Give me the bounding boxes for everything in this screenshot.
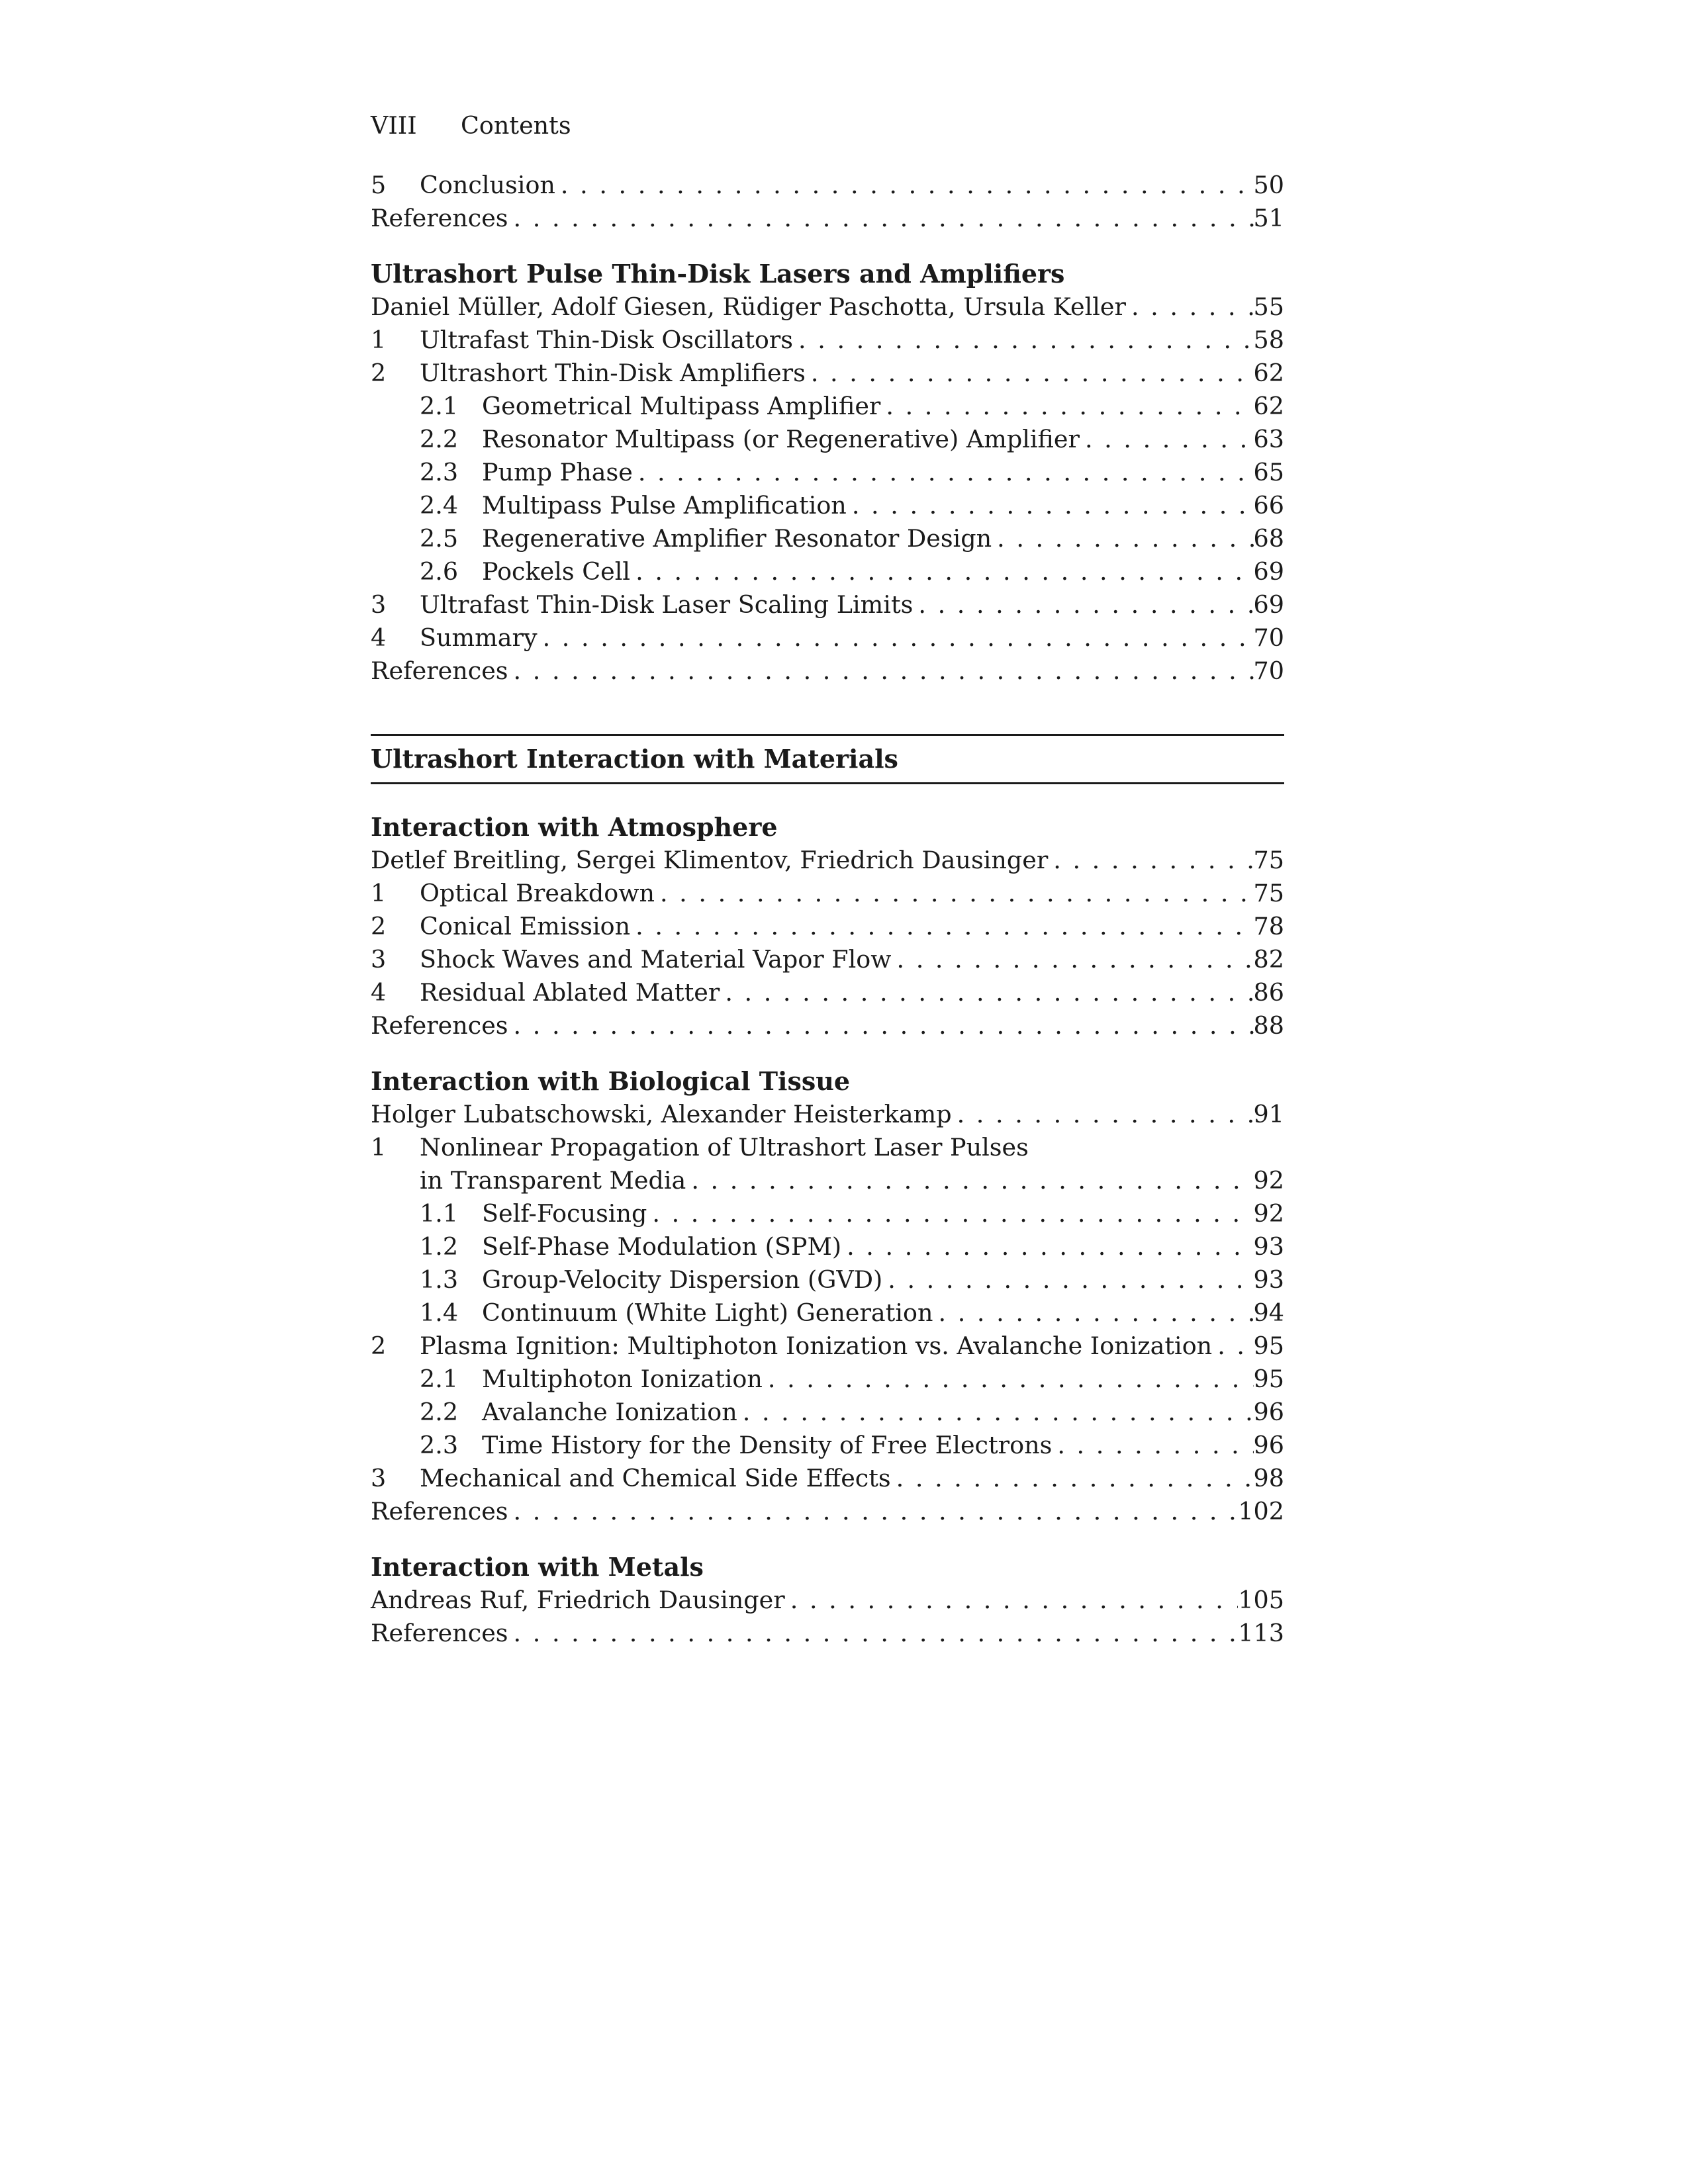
entry-page: 102 [1238,1497,1284,1525]
entry-page: 69 [1253,590,1284,619]
dot-leader [508,202,1254,235]
entry-title: Mechanical and Chemical Side Effects [420,1464,891,1492]
entry-page: 65 [1253,458,1284,486]
entry-number: 1 [371,1133,387,1161]
entry-title: Resonator Multipass (or Regenerative) Amplifier [482,425,1080,453]
dot-leader [737,1396,1254,1429]
entry-number: 2 [371,1332,387,1360]
chapter-authors[interactable] [371,1584,1284,1617]
entry-title: Conical Emission [420,912,631,940]
toc-subentry[interactable] [371,456,1284,489]
entry-number: 3 [371,945,387,974]
chapter-title[interactable]: Ultrashort Pulse Thin-Disk Lasers and Amplifiers [371,259,1065,289]
toc-subentry[interactable] [371,1263,1284,1297]
dot-leader [847,489,1254,522]
chapter-authors[interactable] [371,291,1284,324]
entry-number: 2.4 [420,491,459,520]
entry-title: Self-Phase Modulation (SPM) [482,1232,842,1261]
toc-entry[interactable] [371,169,1284,202]
entry-page: 95 [1253,1365,1284,1393]
entry-page: 66 [1253,491,1284,520]
authors-text: Holger Lubatschowski, Alexander Heisterkamp [371,1100,952,1128]
toc-entry[interactable] [371,357,1284,390]
dot-leader [1212,1330,1253,1363]
toc-entry[interactable] [371,1131,1284,1164]
entry-title: Geometrical Multipass Amplifier [482,392,881,420]
authors-text: Daniel Müller, Adolf Giesen, Rüdiger Paschotta, Ursula Keller [371,293,1126,321]
authors-text: Andreas Ruf, Friedrich Dausinger [371,1586,785,1614]
entry-page: 82 [1253,945,1284,974]
toc-entry[interactable] [371,910,1284,943]
entry-number: 2.5 [420,524,459,553]
entry-title: Pockels Cell [482,557,631,586]
dot-leader [793,324,1254,357]
entry-page: 98 [1253,1464,1284,1492]
entry-page: 55 [1253,293,1284,321]
entry-page: 58 [1253,326,1284,354]
entry-title: Ultrashort Thin-Disk Amplifiers [420,359,806,387]
toc-entry[interactable] [371,1462,1284,1495]
entry-number: 5 [371,171,387,199]
entry-page: 70 [1253,657,1284,685]
dot-leader [1052,1429,1253,1462]
entry-number: 1 [371,326,387,354]
toc-subentry[interactable] [371,423,1284,456]
entry-number: 2.1 [420,392,459,420]
entry-title: References [371,1497,508,1525]
running-header [371,109,1284,142]
entry-title: Self-Focusing [482,1199,647,1228]
entry-title: Ultrafast Thin-Disk Laser Scaling Limits [420,590,914,619]
running-title: Contents [461,111,571,140]
toc-entry[interactable] [371,588,1284,621]
dot-leader [538,621,1254,655]
entry-title: References [371,1011,508,1040]
entry-page: 70 [1253,623,1284,652]
dot-leader [508,1495,1239,1528]
page-folio: VIII [371,111,417,140]
entry-number: 2.2 [420,425,459,453]
entry-number: 4 [371,623,387,652]
entry-title: Optical Breakdown [420,879,655,907]
dot-leader [952,1098,1254,1131]
dot-leader [841,1230,1253,1263]
toc-entry[interactable] [371,202,1284,235]
entry-title: Nonlinear Propagation of Ultrashort Laser Pulses [420,1133,1029,1161]
entry-page: 93 [1253,1265,1284,1294]
entry-title: Multiphoton Ionization [482,1365,763,1393]
entry-page: 63 [1253,425,1284,453]
entry-page: 94 [1253,1298,1284,1327]
entry-title: Summary [420,623,538,652]
entry-number: 1.3 [420,1265,459,1294]
dot-leader [1080,423,1254,456]
toc-entry-continuation[interactable] [371,1164,1284,1197]
entry-page: 95 [1253,1332,1284,1360]
entry-title: Time History for the Density of Free Electrons [482,1431,1053,1459]
toc-subentry[interactable] [371,1230,1284,1263]
entry-title: References [371,1619,508,1647]
entry-title: Continuum (White Light) Generation [482,1298,933,1327]
chapter-title[interactable]: Interaction with Metals [371,1552,704,1582]
entry-title: Ultrafast Thin-Disk Oscillators [420,326,794,354]
entry-number: 1 [371,879,387,907]
entry-page: 96 [1253,1398,1284,1426]
entry-page: 69 [1253,557,1284,586]
entry-number: 4 [371,978,387,1007]
dot-leader [633,456,1254,489]
toc-entry[interactable] [371,1495,1284,1528]
toc-entry[interactable] [371,1330,1284,1363]
dot-leader [508,1009,1254,1042]
toc-subentry[interactable] [371,522,1284,555]
entry-page: 51 [1253,204,1284,232]
toc-subentry[interactable] [371,1197,1284,1230]
entry-title: Pump Phase [482,458,633,486]
dot-leader [891,943,1253,976]
toc-subentry[interactable] [371,555,1284,588]
entry-number: 2.1 [420,1365,459,1393]
dot-leader [630,910,1253,943]
entry-number: 3 [371,1464,387,1492]
toc-entry[interactable] [371,976,1284,1009]
dot-leader [913,588,1253,621]
dot-leader [630,555,1253,588]
entry-number: 1.1 [420,1199,459,1228]
toc-subentry[interactable] [371,1429,1284,1462]
entry-title: References [371,657,508,685]
contents-page [371,109,1284,1650]
entry-page: 78 [1253,912,1284,940]
toc-entry[interactable] [371,324,1284,357]
dot-leader [508,1617,1239,1650]
toc-entry[interactable] [371,1617,1284,1650]
entry-page: 62 [1253,359,1284,387]
entry-title: Avalanche Ionization [482,1398,737,1426]
toc-entry[interactable] [371,1009,1284,1042]
toc-subentry[interactable] [371,489,1284,522]
entry-number: 2 [371,912,387,940]
entry-page: 91 [1253,1100,1284,1128]
dot-leader [806,357,1254,390]
entry-title: Residual Ablated Matter [420,978,720,1007]
chapter-title[interactable]: Interaction with Atmosphere [371,812,778,842]
dot-leader [555,169,1254,202]
entry-page: 68 [1253,524,1284,553]
toc-subentry[interactable] [371,1363,1284,1396]
entry-title: Conclusion [420,171,555,199]
dot-leader [785,1584,1239,1617]
dot-leader [686,1164,1253,1197]
toc-entry[interactable] [371,655,1284,688]
toc-entry[interactable] [371,943,1284,976]
entry-number: 1.4 [420,1298,459,1327]
entry-page: 105 [1238,1586,1284,1614]
chapter-title[interactable]: Interaction with Biological Tissue [371,1066,851,1096]
section-banner [371,734,1284,784]
entry-title: Group-Velocity Dispersion (GVD) [482,1265,883,1294]
entry-page: 96 [1253,1431,1284,1459]
toc-entry[interactable] [371,621,1284,655]
entry-page: 75 [1253,846,1284,874]
dot-leader [647,1197,1253,1230]
entry-title: References [371,204,508,232]
chapter-authors[interactable] [371,844,1284,877]
toc-subentry[interactable] [371,390,1284,423]
toc-subentry[interactable] [371,1396,1284,1429]
entry-number: 2.3 [420,458,459,486]
entry-page: 62 [1253,392,1284,420]
entry-page: 86 [1253,978,1284,1007]
dot-leader [763,1363,1254,1396]
entry-page: 93 [1253,1232,1284,1261]
dot-leader [1048,844,1253,877]
entry-title: in Transparent Media [420,1166,686,1195]
dot-leader [1126,291,1254,324]
entry-page: 75 [1253,879,1284,907]
dot-leader [655,877,1254,910]
entry-number: 2.3 [420,1431,459,1459]
entry-page: 88 [1253,1011,1284,1040]
entry-number: 3 [371,590,387,619]
entry-page: 50 [1253,171,1284,199]
dot-leader [891,1462,1254,1495]
entry-number: 2.2 [420,1398,459,1426]
toc-subentry[interactable] [371,1297,1284,1330]
entry-number: 2.6 [420,557,459,586]
dot-leader [882,1263,1253,1297]
dot-leader [992,522,1253,555]
entry-page: 92 [1253,1199,1284,1228]
toc-entry[interactable] [371,877,1284,910]
entry-page: 92 [1253,1166,1284,1195]
entry-title: Multipass Pulse Amplification [482,491,847,520]
entry-number: 1.2 [420,1232,459,1261]
entry-title: Plasma Ignition: Multiphoton Ionization vs. Avalanche Ionization [420,1332,1213,1360]
dot-leader [508,655,1254,688]
dot-leader [720,976,1253,1009]
authors-text: Detlef Breitling, Sergei Klimentov, Friedrich Dausinger [371,846,1049,874]
dot-leader [880,390,1253,423]
entry-number: 2 [371,359,387,387]
entry-title: Shock Waves and Material Vapor Flow [420,945,892,974]
dot-leader [933,1297,1254,1330]
rule-bottom [371,782,1284,784]
entry-page: 113 [1238,1619,1284,1647]
section-title[interactable]: Ultrashort Interaction with Materials [371,744,898,774]
chapter-authors[interactable] [371,1098,1284,1131]
entry-title: Regenerative Amplifier Resonator Design [482,524,992,553]
